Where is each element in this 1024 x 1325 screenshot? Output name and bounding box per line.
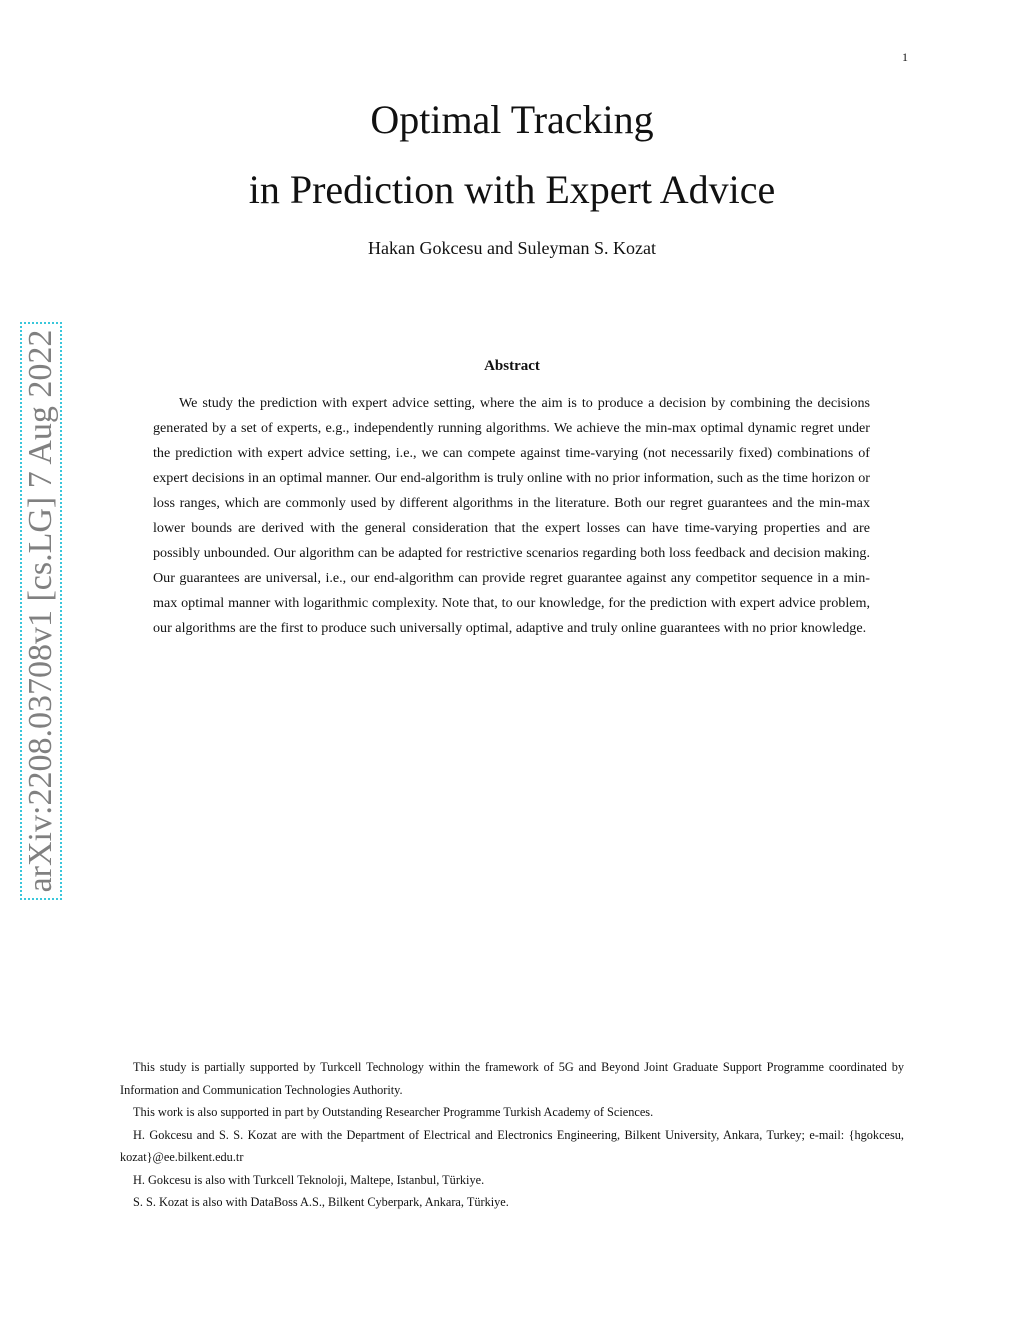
paper-title-line-2: in Prediction with Expert Advice: [248, 167, 776, 212]
abstract-text: We study the prediction with expert advice setting, where the aim is to produce a decision by combining the decisions generated by a set of experts, e.g., independently running algorithms. We achieve the min-max optimal dynamic regret under the prediction with expert advice setting, i.e., we can compete against time-varying (not necessarily fixed) combinations of expert decisions in an optimal manner. Our end-algorithm is truly online with no prior information, such as the time horizon or loss ranges, which are commonly used by different algorithms in the literature. Both our regret guarantees and the min-max lower bounds are derived with the general consideration that the expert losses can have time-varying properties and are possibly unbounded. Our algorithm can be adapted for restrictive scenarios regarding both loss feedback and decision making. Our guarantees are universal, i.e., our end-algorithm can provide regret guarantee against any competitor sequence in a min-max optimal manner with logarithmic complexity. Note that, to our knowledge, for the prediction with expert advice problem, our algorithms are the first to produce such universally optimal, adaptive and truly online guarantees with no prior knowledge.: [153, 395, 870, 636]
footnotes: [120, 1056, 904, 1214]
footnote-funding-turkcell: This study is partially supported by Turkcell Technology within the framework of 5G and Beyond Joint Graduate Support Programme coordinated by Information and Communication Technologies Authority.: [120, 1060, 904, 1097]
paper-authors: Hakan Gokcesu and Suleyman S. Kozat: [368, 238, 656, 258]
paper-title-line-1: Optimal Tracking: [370, 97, 654, 142]
arxiv-identifier: arXiv:2208.03708v1 [cs.LG] 7 Aug 2022: [22, 329, 59, 893]
footnote-affiliation-kozat: S. S. Kozat is also with DataBoss A.S., Bilkent Cyberpark, Ankara, Türkiye.: [133, 1195, 509, 1209]
footnote-affiliation-gokcesu: H. Gokcesu is also with Turkcell Teknoloji, Maltepe, Istanbul, Türkiye.: [133, 1172, 485, 1187]
footnote-funding-academy: This work is also supported in part by Outstanding Researcher Programme Turkish Academy of Sciences.: [133, 1105, 654, 1119]
page-number: 1: [902, 50, 908, 64]
abstract-heading: Abstract: [484, 358, 540, 374]
footnote-affiliation: H. Gokcesu and S. S. Kozat are with the Department of Electrical and Electronics Engineering, Bilkent University, Ankara, Turkey; e-mail: {hgokcesu, kozat}@ee.bilkent.edu.tr: [120, 1127, 904, 1164]
